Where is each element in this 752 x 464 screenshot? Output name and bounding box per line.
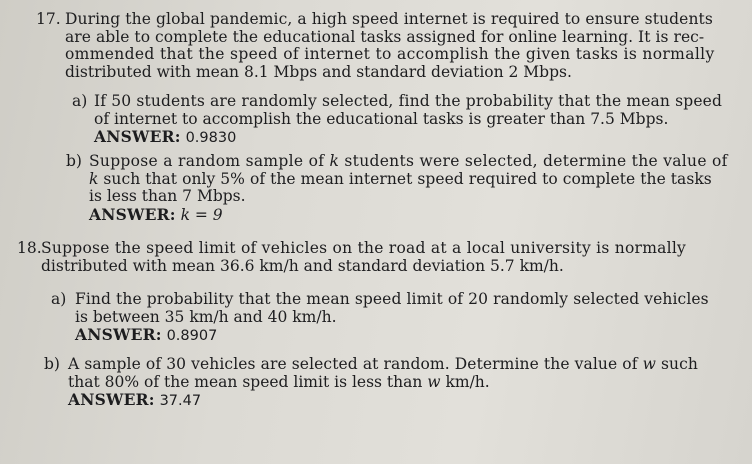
answer-label: ANSWER:: [94, 127, 181, 146]
question-number: 17.: [36, 10, 61, 28]
text-span: A sample of 30 vehicles are selected at random. Determine the value of: [68, 355, 643, 373]
text-span: students were selected, determine the value of: [339, 152, 728, 170]
variable-w: w: [427, 372, 441, 391]
answer-label: ANSWER:: [68, 390, 155, 409]
answer: [75, 326, 709, 346]
part-body: [75, 291, 709, 346]
part-label: a): [72, 92, 88, 110]
text-line: Suppose the speed limit of vehicles on the road at a local university is normally: [41, 239, 687, 257]
part-label: b): [44, 355, 60, 373]
variable-k: k: [89, 169, 99, 188]
text-span: that 80% of the mean speed limit is less than: [68, 372, 428, 391]
part-label: a): [51, 290, 67, 308]
question-text: [65, 11, 715, 81]
text-line: is between 35 km/h and 40 km/h.: [75, 307, 337, 326]
text-line: distributed with mean 8.1 Mbps and standard deviation 2 Mbps.: [65, 62, 572, 81]
text-line: is less than 7 Mbps.: [89, 187, 246, 205]
text-line: are able to complete the educational tasks assigned for online learning. It is rec-: [65, 27, 705, 46]
answer-label: ANSWER:: [75, 325, 162, 344]
text-span: such that only 5% of the mean internet speed required to complete the tasks: [98, 169, 712, 188]
text-line: ommended that the speed of internet to accomplish the given tasks is normally: [65, 45, 715, 63]
part-body: [68, 356, 698, 411]
answer-value: k = 9: [180, 205, 223, 224]
answer-value: 37.47: [159, 393, 202, 409]
answer: [89, 206, 728, 225]
question-text: [41, 240, 686, 275]
answer: [68, 391, 698, 411]
part-body: [94, 93, 722, 148]
answer-value: 0.8907: [166, 328, 218, 344]
text-span: such: [655, 355, 698, 373]
text-span: Suppose a random sample of: [89, 152, 330, 170]
text-line: of internet to accomplish the educational tasks is greater than 7.5 Mbps.: [94, 109, 669, 128]
text-span: km/h.: [440, 372, 490, 391]
variable-k: k: [329, 152, 340, 170]
text-line: [68, 356, 698, 374]
text-line: [89, 153, 728, 171]
variable-w: w: [642, 355, 656, 373]
answer-label: ANSWER:: [89, 204, 176, 224]
text-line: [68, 374, 698, 392]
text-line: Find the probability that the mean speed limit of 20 randomly selected vehicles: [75, 290, 709, 308]
text-line: During the global pandemic, a high speed internet is required to ensure students: [65, 10, 713, 28]
question-number: 18.: [17, 239, 42, 257]
answer: [94, 128, 722, 148]
part-body: [89, 153, 728, 224]
answer-value: 0.9830: [185, 130, 237, 146]
text-line: [89, 171, 728, 189]
text-line: distributed with mean 36.6 km/h and standard deviation 5.7 km/h.: [41, 256, 564, 275]
part-label: b): [66, 152, 82, 170]
text-line: If 50 students are randomly selected, find the probability that the mean speed: [94, 92, 723, 110]
